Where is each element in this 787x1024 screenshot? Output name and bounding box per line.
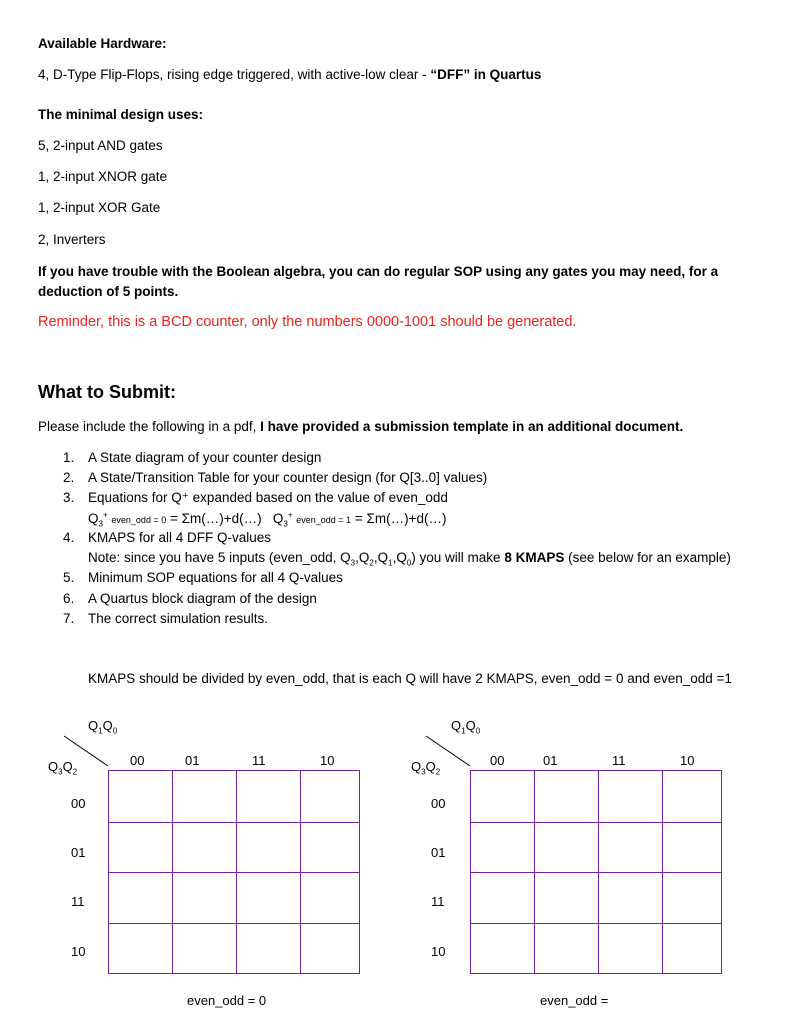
kmap-row-label: 11 <box>431 894 445 909</box>
kmap-cell[interactable] <box>236 923 300 974</box>
kmap-row-label: 00 <box>431 796 446 811</box>
submit-item-num: 7. <box>63 611 75 626</box>
submit-item-text: Equations for Q⁺ expanded based on the value of even_odd <box>88 490 448 505</box>
kmap-cell[interactable] <box>470 822 534 872</box>
kmap-col-label: 00 <box>130 753 145 768</box>
kmap-row-label: 01 <box>71 845 86 860</box>
kmap-cell[interactable] <box>236 822 300 872</box>
kmap-cell[interactable] <box>534 923 598 974</box>
kmap-col-label: 11 <box>252 753 266 768</box>
kmap-note: Note: since you have 5 inputs (even_odd, $Q_3,Q_2,Q_1,Q_0$) you will make 8 KMAPS (see below for an example) <box>88 550 731 568</box>
minimal-item: 1, 2-input XOR Gate <box>38 200 161 215</box>
minimal-item: 5, 2-input AND gates <box>38 138 163 153</box>
submit-item-num: 5. <box>63 570 75 585</box>
kmap-cell[interactable] <box>236 872 300 923</box>
kmap-cell[interactable] <box>662 770 722 822</box>
submit-item-text: A Quartus block diagram of the design <box>88 591 317 606</box>
kmap-cell[interactable] <box>172 770 236 822</box>
kmap-grid <box>470 770 722 974</box>
kmap-intro: KMAPS should be divided by even_odd, that is each Q will have 2 KMAPS, even_odd = 0 and even_odd =1 <box>88 671 732 686</box>
kmap-row-var: $Q_3Q_2$ <box>48 759 78 777</box>
kmap-row-label: 10 <box>431 944 446 959</box>
kmap-col-label: 01 <box>185 753 200 768</box>
submit-item-num: 4. <box>63 530 75 545</box>
kmap-caption: even_odd = 0 <box>187 993 267 1008</box>
kmap-col-var: $Q_1Q_0$ <box>88 718 118 736</box>
kmap-row-label: 01 <box>431 845 446 860</box>
kmap-row-label: 10 <box>71 944 86 959</box>
kmap-cell[interactable] <box>108 872 172 923</box>
kmap-cell[interactable] <box>598 872 662 923</box>
kmap-cell[interactable] <box>108 923 172 974</box>
reminder-text: Reminder, this is a BCD counter, only the numbers 0000-1001 should be generated. <box>38 314 577 330</box>
submit-item-num: 3. <box>63 490 75 505</box>
kmap-cell[interactable] <box>108 770 172 822</box>
kmap-cell[interactable] <box>534 822 598 872</box>
kmap-cell[interactable] <box>534 872 598 923</box>
kmap-col-label: 10 <box>320 753 335 768</box>
kmap-cell[interactable] <box>172 923 236 974</box>
minimal-heading: The minimal design uses: <box>38 107 204 122</box>
kmap-cell[interactable] <box>300 923 360 974</box>
kmap-cell[interactable] <box>662 822 722 872</box>
hardware-line-bold: “DFF” in Quartus <box>430 67 542 82</box>
submit-intro <box>38 419 683 434</box>
kmap-caption: even_odd = <box>540 993 609 1008</box>
kmap-col-var: $Q_1Q_0$ <box>451 718 481 736</box>
submit-item-text: Minimum SOP equations for all 4 Q-values <box>88 570 343 585</box>
submit-item-num: 1. <box>63 450 75 465</box>
kmap-cell[interactable] <box>300 872 360 923</box>
submit-item-text: A State diagram of your counter design <box>88 450 322 465</box>
kmap-cell[interactable] <box>108 822 172 872</box>
kmap-grid <box>108 770 360 974</box>
kmap-col-label: 10 <box>680 753 695 768</box>
hardware-line <box>38 67 541 82</box>
kmap-row-label: 11 <box>71 894 85 909</box>
hardware-heading: Available Hardware: <box>38 36 167 51</box>
kmap-cell[interactable] <box>534 770 598 822</box>
deduction-note: If you have trouble with the Boolean algebra, you can do regular SOP using any gates you may need, for a deduction of 5 points. <box>38 264 719 299</box>
kmap-cell[interactable] <box>470 872 534 923</box>
kmap-cell[interactable] <box>470 770 534 822</box>
kmap-cell[interactable] <box>662 923 722 974</box>
kmap-cell[interactable] <box>172 872 236 923</box>
minimal-item: 1, 2-input XNOR gate <box>38 169 168 184</box>
kmap-cell[interactable] <box>172 822 236 872</box>
submit-intro-bold: I have provided a submission template in an additional document. <box>260 419 684 434</box>
eq-a: $Q_3^+$ even_odd = 0 = Σm(…)+d(…) <box>88 510 262 529</box>
kmap-row-var: $Q_3Q_2$ <box>411 759 441 777</box>
kmap-cell[interactable] <box>662 872 722 923</box>
kmap-cell[interactable] <box>598 770 662 822</box>
kmap-cell[interactable] <box>598 822 662 872</box>
kmap-col-label: 11 <box>612 753 626 768</box>
submit-intro-text: Please include the following in a pdf, <box>38 419 261 434</box>
kmap-cell[interactable] <box>470 923 534 974</box>
kmap-row-label: 00 <box>71 796 86 811</box>
submit-item-text: KMAPS for all 4 DFF Q-values <box>88 530 272 545</box>
submit-heading: What to Submit: <box>38 382 176 402</box>
kmap-cell[interactable] <box>300 822 360 872</box>
kmap-col-label: 00 <box>490 753 505 768</box>
submit-item-text: The correct simulation results. <box>88 611 269 626</box>
equation-line <box>88 510 446 528</box>
hardware-line-text: 4, D-Type Flip-Flops, rising edge triggered, with active-low clear - <box>38 67 431 82</box>
kmap-cell[interactable] <box>598 923 662 974</box>
kmap-cell[interactable] <box>236 770 300 822</box>
kmap-col-label: 01 <box>543 753 558 768</box>
submit-item-num: 2. <box>63 470 75 485</box>
submit-item-num: 6. <box>63 591 75 606</box>
kmap-cell[interactable] <box>300 770 360 822</box>
minimal-item: 2, Inverters <box>38 232 106 247</box>
eq-b: $Q_3^+$ even_odd = 1 = Σm(…)+d(…) <box>272 510 447 529</box>
submit-item-text: A State/Transition Table for your counter design (for Q[3..0] values) <box>88 470 488 485</box>
